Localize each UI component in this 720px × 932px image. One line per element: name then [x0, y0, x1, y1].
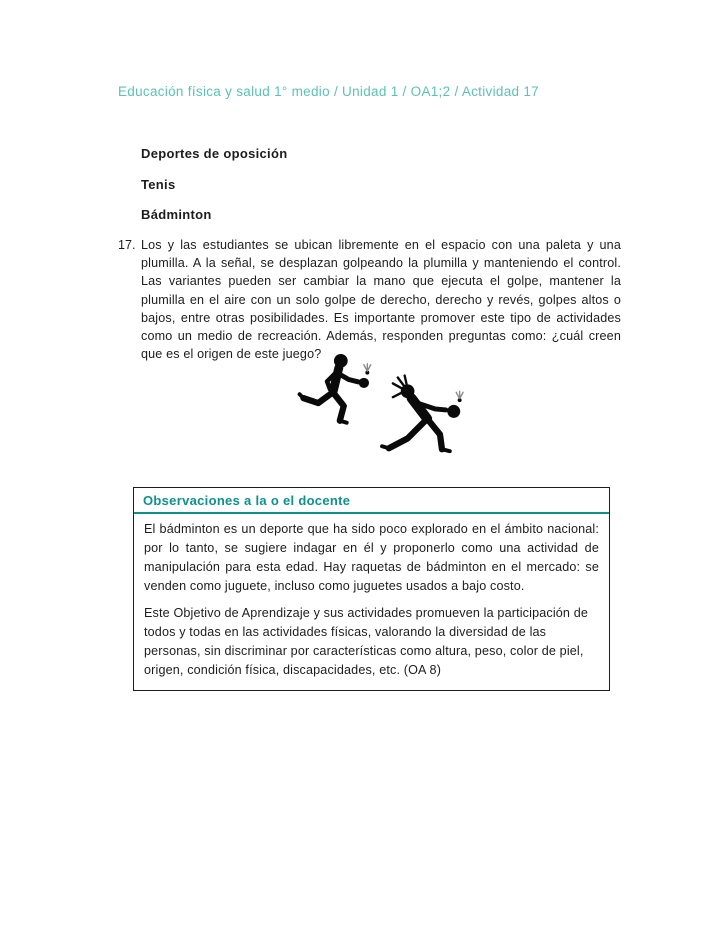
activity-text: Los y las estudiantes se ubican libremente en el espacio con una paleta y una plumilla. A la señal, se desplazan golpeando la plumilla y manteniendo el control. Las variantes pueden ser cambiar la mano que ejecuta el golpe, mantener la plumilla en el aire con un solo golpe de derecho, derecho y revés, golpes altos o bajos, entre otras posibilidades. Es importante promover este tipo de actividades como un medio de recreación. Además, responden preguntas como: ¿cuál creen que es el origen de este juego? [141, 238, 621, 362]
observations-box-body [134, 514, 609, 690]
heading-badminton: Bádminton [141, 207, 212, 222]
activity-number: 17. [118, 238, 136, 252]
lunging-player-silhouette-icon [382, 376, 460, 452]
observations-box-title: Observaciones a la o el docente [143, 493, 351, 508]
heading-deportes-de-oposicion: Deportes de oposición [141, 146, 288, 161]
heading-tenis: Tenis [141, 177, 176, 192]
badminton-players-illustration [290, 351, 480, 461]
teacher-observations-box [133, 487, 610, 691]
observations-paragraph: El bádminton es un deporte que ha sido poco explorado en el ámbito nacional: por lo tanto, se sugiere indagar en él y proponerlo como una actividad de manipulación para esta edad. Hay raquetas de bádminton en el mercado: se venden como juguete, incluso como juguetes usados a bajo costo. [144, 522, 599, 593]
shuttlecock-icon [456, 391, 463, 402]
activity-item-17 [118, 236, 621, 363]
breadcrumb: Educación física y salud 1° medio / Unidad 1 / OA1;2 / Actividad 17 [118, 84, 539, 99]
runner-silhouette-icon [300, 354, 369, 423]
badminton-players-illustration-svg [290, 351, 480, 461]
shuttlecock-icon [364, 364, 371, 375]
observations-paragraph: Este Objetivo de Aprendizaje y sus actividades promueven la participación de todos y todas en las actividades físicas, valorando la diversidad de las personas, sin discriminar por características como altura, peso, color de piel, origen, condición física, discapacidades, etc. (OA 8) [144, 606, 589, 677]
